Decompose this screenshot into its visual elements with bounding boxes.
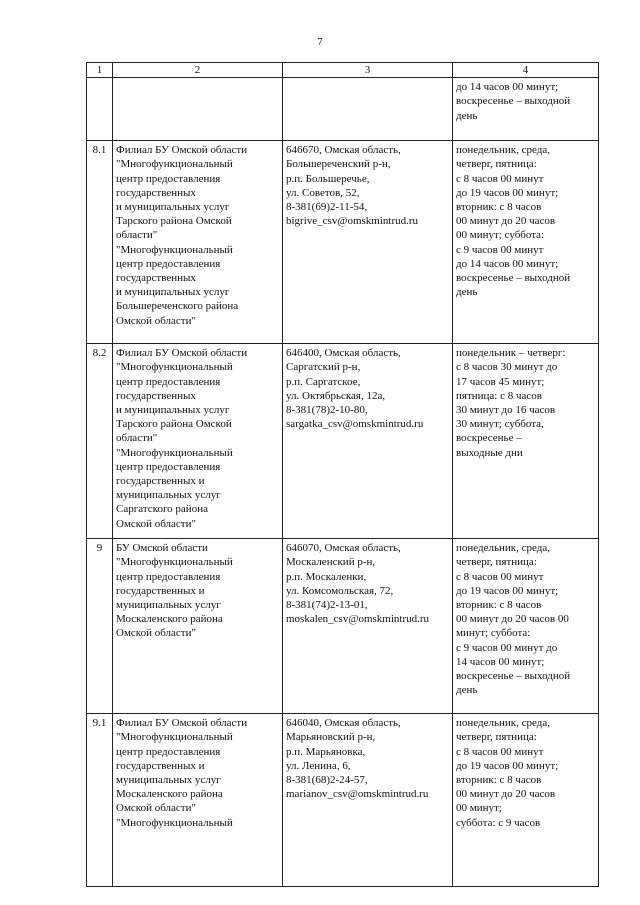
address-cell bbox=[283, 141, 453, 344]
address-line: sargatka_csv@omskmintrud.ru bbox=[286, 418, 424, 431]
organization-name-line: и муниципальных услуг bbox=[116, 404, 230, 417]
row-number bbox=[87, 78, 113, 141]
organization-name-line: "Многофункциональный bbox=[116, 361, 233, 374]
table-row bbox=[87, 344, 599, 539]
organization-name-line: Омской области" bbox=[116, 627, 196, 640]
working-hours-line: четверг, пятница: bbox=[456, 158, 537, 171]
working-hours-line: до 19 часов 00 минут; bbox=[456, 759, 559, 772]
organization-name-line: центр предоставления bbox=[116, 460, 221, 473]
service-centers-table bbox=[86, 62, 599, 887]
working-hours-line: 00 минут; суббота: bbox=[456, 229, 545, 242]
address-cell bbox=[283, 539, 453, 714]
working-hours-line: вторник: с 8 часов bbox=[456, 201, 542, 214]
address-line: Марьяновский р-н, bbox=[286, 731, 376, 744]
address-line: 646400, Омская область, bbox=[286, 347, 401, 360]
address-line: 8-381(69)2-11-54, bbox=[286, 201, 368, 214]
working-hours-line: понедельник, среда, bbox=[456, 717, 550, 730]
organization-name-line: муниципальных услуг bbox=[116, 599, 221, 612]
address-line: 646070, Омская область, bbox=[286, 542, 401, 555]
working-hours-cell bbox=[453, 344, 599, 539]
working-hours-line: пятница: с 8 часов bbox=[456, 389, 542, 402]
working-hours-line: с 8 часов 00 минут bbox=[456, 172, 544, 185]
organization-name-line: "Многофункциональный bbox=[116, 731, 233, 744]
organization-name-line: и муниципальных услуг bbox=[116, 286, 230, 299]
working-hours-line: до 19 часов 00 минут; bbox=[456, 584, 559, 597]
address-line: Саргатский р-н, bbox=[286, 361, 361, 374]
header-col-4: 4 bbox=[453, 63, 599, 78]
page-number: 7 bbox=[317, 36, 323, 48]
working-hours-line: с 8 часов 00 минут bbox=[456, 570, 544, 583]
organization-name-line: государственных bbox=[116, 186, 196, 199]
organization-name-line: муниципальных услуг bbox=[116, 774, 221, 787]
organization-name-line: области" bbox=[116, 432, 158, 445]
organization-name-line: Москаленского района bbox=[116, 788, 223, 801]
address-line: р.п. Большеречье, bbox=[286, 172, 370, 185]
address-line: 8-381(78)2-10-80, bbox=[286, 404, 368, 417]
working-hours-line: минут; суббота: bbox=[456, 627, 531, 640]
organization-name-line: государственных bbox=[116, 272, 196, 285]
working-hours-line: день bbox=[456, 684, 478, 697]
header-col-3: 3 bbox=[283, 63, 453, 78]
address-line: р.п. Марьяновка, bbox=[286, 745, 366, 758]
organization-name-line: муниципальных услуг bbox=[116, 489, 221, 502]
organization-name-line: "Многофункциональный bbox=[116, 556, 233, 569]
organization-name-cell bbox=[113, 78, 283, 141]
working-hours-line: четверг, пятница: bbox=[456, 731, 537, 744]
organization-name-line: центр предоставления bbox=[116, 375, 221, 388]
working-hours-line: 00 минут до 20 часов bbox=[456, 215, 556, 228]
header-col-2: 2 bbox=[113, 63, 283, 78]
working-hours-line: день bbox=[456, 109, 478, 122]
table-row bbox=[87, 539, 599, 714]
address-line: bigrive_csv@omskmintrud.ru bbox=[286, 215, 419, 228]
organization-name-line: БУ Омской области bbox=[116, 542, 208, 555]
address-cell bbox=[283, 714, 453, 887]
working-hours-line: понедельник, среда, bbox=[456, 542, 550, 555]
organization-name-line: Омской области" bbox=[116, 314, 196, 327]
organization-name-line: Большереченского района bbox=[116, 300, 239, 313]
working-hours-line: четверг, пятница: bbox=[456, 556, 537, 569]
address-cell bbox=[283, 78, 453, 141]
working-hours-line: вторник: с 8 часов bbox=[456, 599, 542, 612]
address-line: 646670, Омская область, bbox=[286, 144, 401, 157]
working-hours-cell bbox=[453, 714, 599, 887]
address-line: 8-381(74)2-13-01, bbox=[286, 599, 368, 612]
working-hours-line: 00 минут; bbox=[456, 802, 502, 815]
working-hours-line: вторник: с 8 часов bbox=[456, 774, 542, 787]
working-hours-cell bbox=[453, 78, 599, 141]
address-line: р.п. Москаленки, bbox=[286, 570, 367, 583]
row-number: 8.2 bbox=[87, 344, 113, 539]
organization-name-line: государственных и bbox=[116, 584, 205, 597]
working-hours-line: 17 часов 45 минут; bbox=[456, 375, 545, 388]
working-hours-line: до 14 часов 00 минут; bbox=[456, 257, 559, 270]
working-hours-line: до 19 часов 00 минут; bbox=[456, 186, 559, 199]
organization-name-line: Саргатского района bbox=[116, 503, 208, 516]
organization-name-line: и муниципальных услуг bbox=[116, 201, 230, 214]
working-hours-line: 00 минут до 20 часов bbox=[456, 788, 556, 801]
organization-name-line: Филиал БУ Омской области bbox=[116, 144, 248, 157]
working-hours-cell bbox=[453, 539, 599, 714]
address-line: 8-381(68)2-24-57, bbox=[286, 774, 368, 787]
working-hours-line: воскресенье – выходной bbox=[456, 95, 571, 108]
address-line: ул. Ленина, 6, bbox=[286, 759, 351, 772]
working-hours-line: день bbox=[456, 286, 478, 299]
organization-name-line: Омской области" bbox=[116, 517, 196, 530]
organization-name-cell bbox=[113, 141, 283, 344]
organization-name-line: Филиал БУ Омской области bbox=[116, 717, 248, 730]
organization-name-line: "Многофункциональный bbox=[116, 243, 233, 256]
working-hours-line: воскресенье – bbox=[456, 432, 522, 445]
address-line: ул. Октябрьская, 12а, bbox=[286, 389, 386, 402]
organization-name-line: Омской области" bbox=[116, 802, 196, 815]
address-line: ул. Комсомольская, 72, bbox=[286, 584, 394, 597]
working-hours-line: с 9 часов 00 минут до bbox=[456, 641, 558, 654]
working-hours-line: 30 минут до 16 часов bbox=[456, 404, 556, 417]
organization-name-line: государственных и bbox=[116, 759, 205, 772]
table-row bbox=[87, 78, 599, 141]
table-row bbox=[87, 141, 599, 344]
organization-name-line: "Многофункциональный bbox=[116, 158, 233, 171]
organization-name-line: центр предоставления bbox=[116, 570, 221, 583]
address-cell bbox=[283, 344, 453, 539]
working-hours-line: воскресенье – выходной bbox=[456, 272, 571, 285]
address-line: ул. Советов, 52, bbox=[286, 186, 360, 199]
working-hours-line: с 8 часов 30 минут до bbox=[456, 361, 558, 374]
row-number: 9 bbox=[87, 539, 113, 714]
organization-name-line: Москаленского района bbox=[116, 613, 223, 626]
address-line: Москаленский р-н, bbox=[286, 556, 376, 569]
working-hours-line: до 14 часов 00 минут; bbox=[456, 81, 559, 94]
organization-name-line: "Многофункциональный bbox=[116, 816, 233, 829]
working-hours-line: понедельник, среда, bbox=[456, 144, 550, 157]
address-line: moskalen_csv@omskmintrud.ru bbox=[286, 613, 430, 626]
address-line: marianov_csv@omskmintrud.ru bbox=[286, 788, 429, 801]
organization-name-cell bbox=[113, 344, 283, 539]
working-hours-line: воскресенье – выходной bbox=[456, 670, 571, 683]
organization-name-line: "Многофункциональный bbox=[116, 446, 233, 459]
organization-name-line: государственных и bbox=[116, 475, 205, 488]
table-row bbox=[87, 714, 599, 887]
working-hours-line: с 8 часов 00 минут bbox=[456, 745, 544, 758]
header-col-1: 1 bbox=[87, 63, 113, 78]
row-number: 8.1 bbox=[87, 141, 113, 344]
organization-name-line: Тарского района Омской bbox=[116, 215, 232, 228]
working-hours-line: понедельник – четверг: bbox=[456, 347, 566, 360]
working-hours-line: 00 минут до 20 часов 00 bbox=[456, 613, 569, 626]
address-line: 646040, Омская область, bbox=[286, 717, 401, 730]
organization-name-line: государственных bbox=[116, 389, 196, 402]
organization-name-line: центр предоставления bbox=[116, 257, 221, 270]
address-line: Большереченский р-н, bbox=[286, 158, 391, 171]
organization-name-line: центр предоставления bbox=[116, 172, 221, 185]
working-hours-line: с 9 часов 00 минут bbox=[456, 243, 544, 256]
working-hours-cell bbox=[453, 141, 599, 344]
organization-name-cell bbox=[113, 714, 283, 887]
organization-name-line: центр предоставления bbox=[116, 745, 221, 758]
working-hours-line: суббота: с 9 часов bbox=[456, 816, 541, 829]
working-hours-line: 14 часов 00 минут; bbox=[456, 655, 545, 668]
organization-name-cell bbox=[113, 539, 283, 714]
organization-name-line: Тарского района Омской bbox=[116, 418, 232, 431]
organization-name-line: области" bbox=[116, 229, 158, 242]
row-number: 9.1 bbox=[87, 714, 113, 887]
working-hours-line: выходные дни bbox=[456, 446, 523, 459]
address-line: р.п. Саргатское, bbox=[286, 375, 361, 388]
organization-name-line: Филиал БУ Омской области bbox=[116, 347, 248, 360]
working-hours-line: 30 минут; суббота, bbox=[456, 418, 544, 431]
table-header-row bbox=[87, 63, 599, 78]
